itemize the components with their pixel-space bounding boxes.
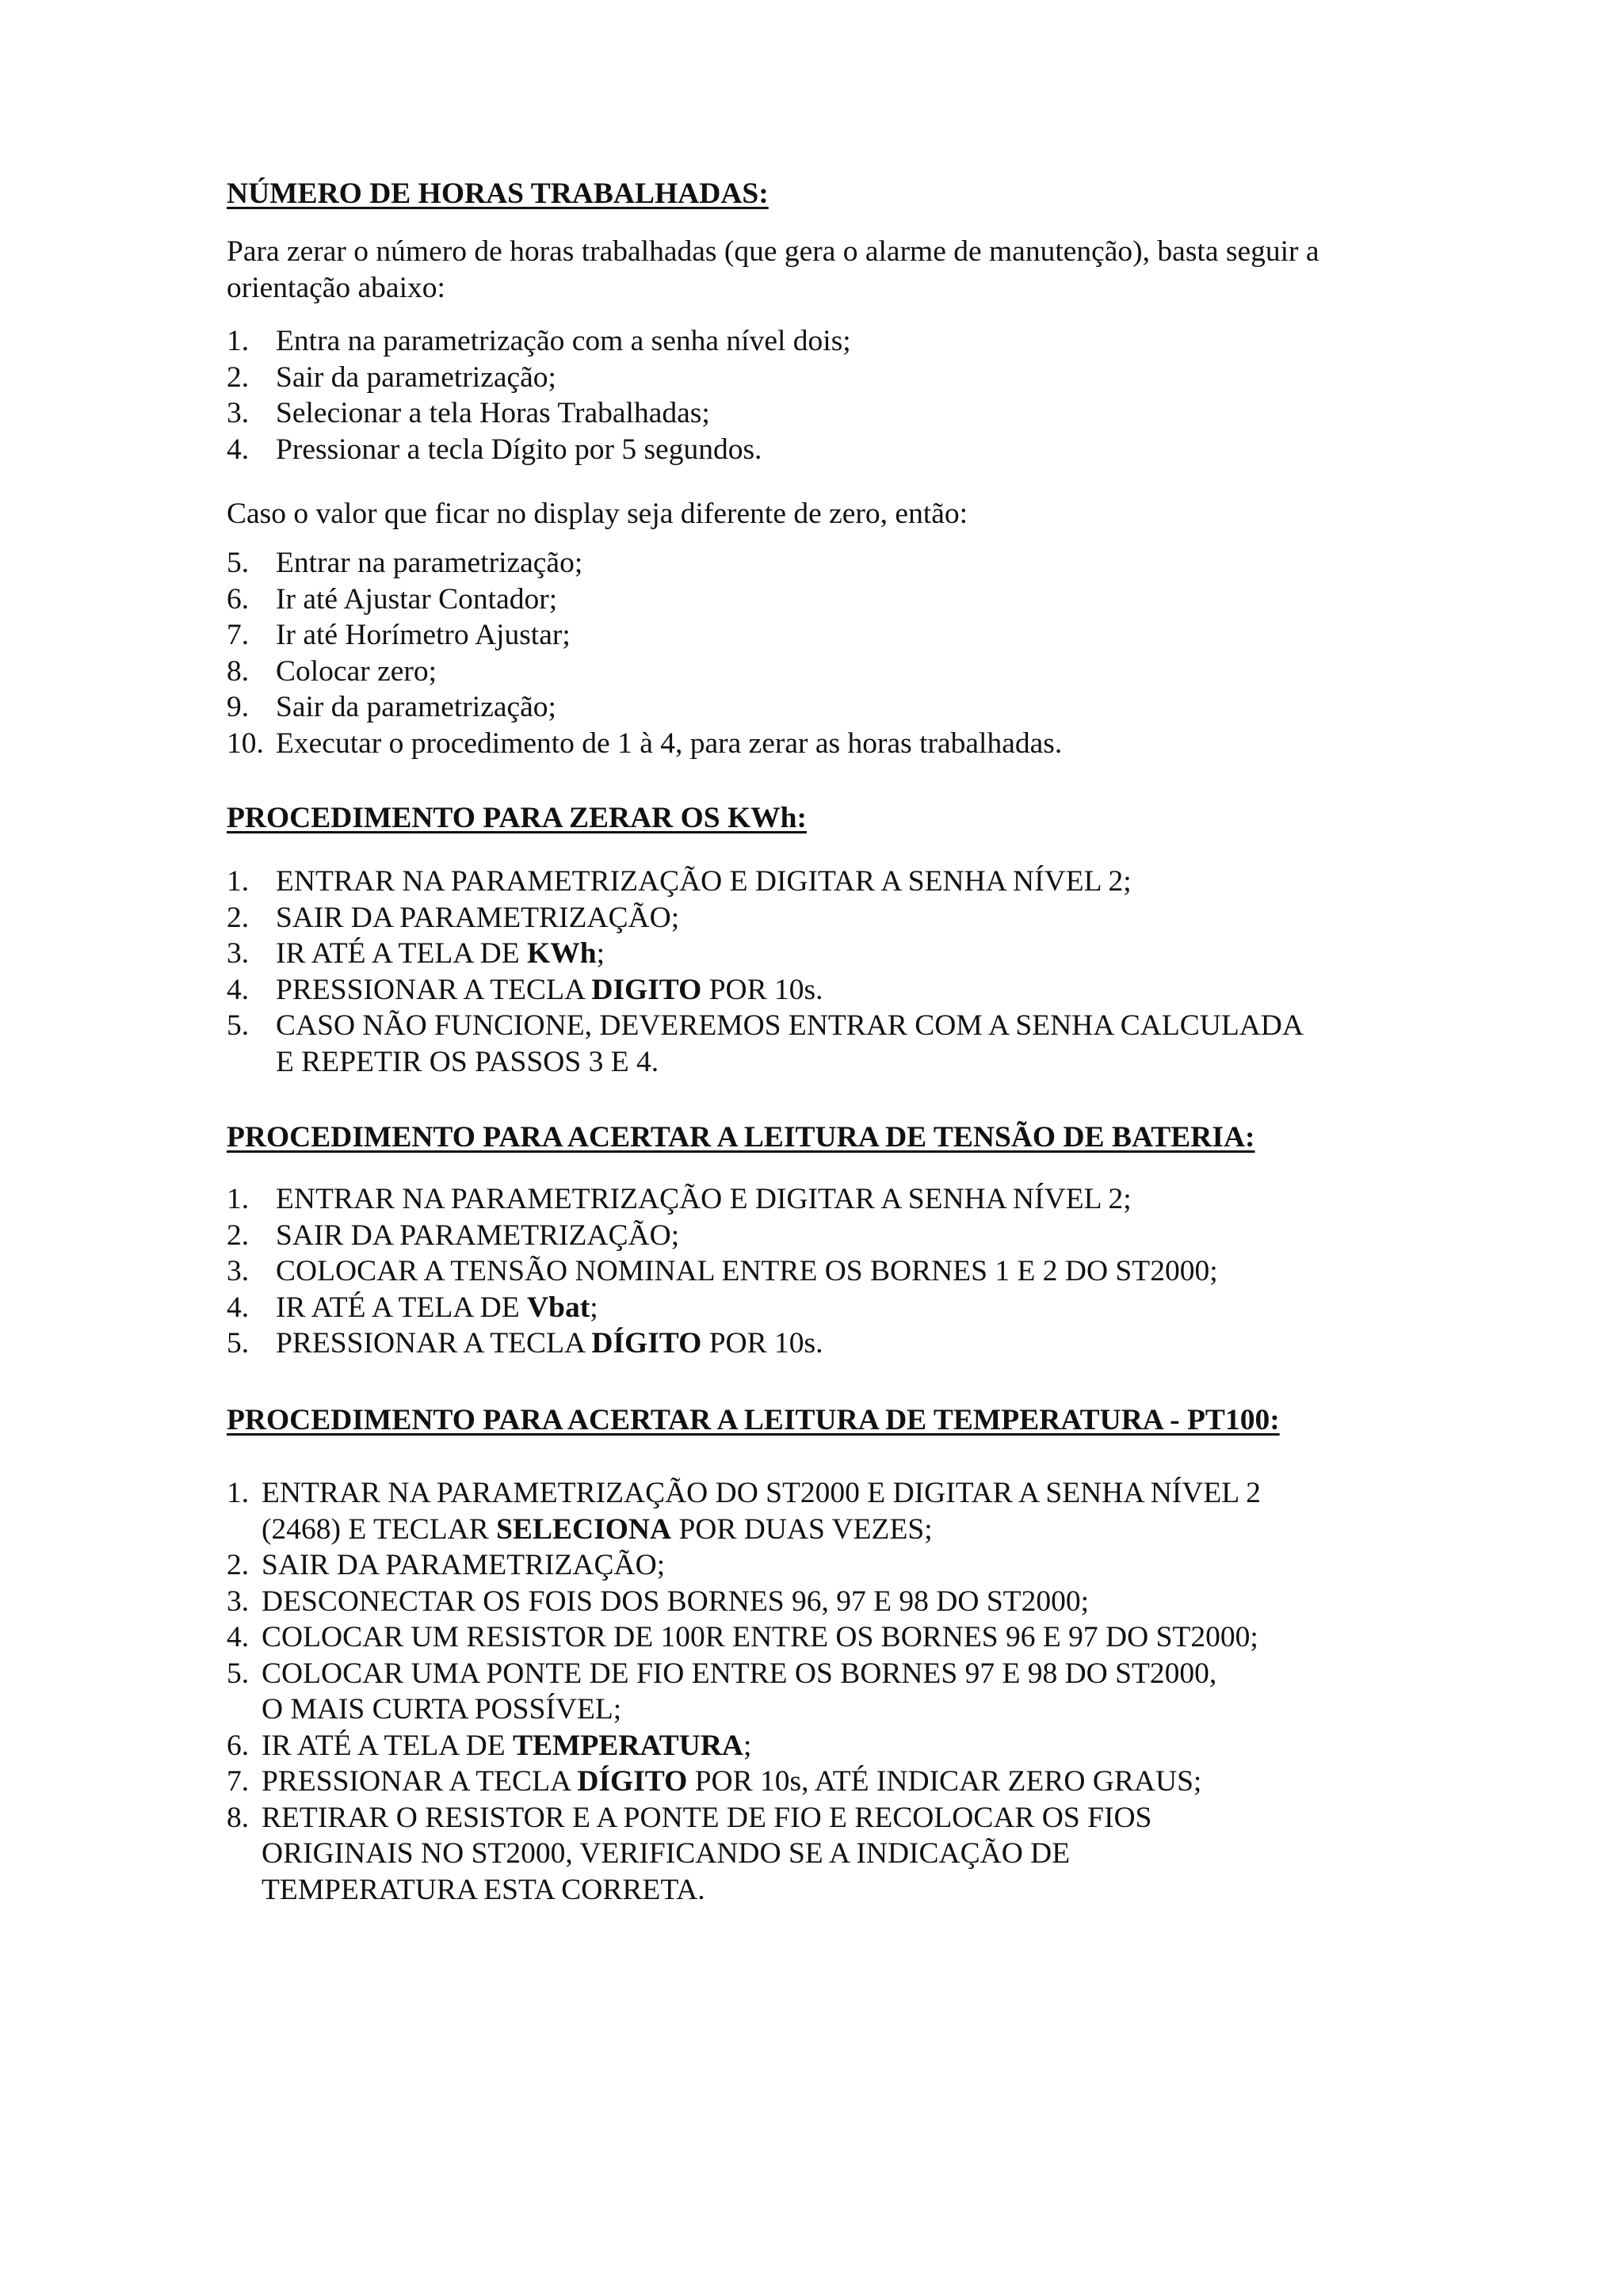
horas-steps-list-2 [227,545,1062,761]
section-title-horas: NÚMERO DE HORAS TRABALHADAS: [227,177,769,210]
intro-line-1: Para zerar o número de horas trabalhadas (que gera o alarme de manutenção), basta seguir a [227,235,1319,268]
list-item: 5. PRESSIONAR A TECLA DÍGITO POR 10s. [227,1327,823,1360]
kwh-steps-list [227,864,1304,1080]
list-item: 2. SAIR DA PARAMETRIZAÇÃO; [227,901,680,934]
list-item: 3. DESCONECTAR OS FOIS DOS BORNES 96, 97 E 98 DO ST2000; [227,1585,1089,1618]
horas-steps-list [227,323,851,467]
list-item: 3. IR ATÉ A TELA DE KWh; [227,937,605,970]
list-item: 4. IR ATÉ A TELA DE Vbat; [227,1291,598,1324]
list-item: 1. ENTRAR NA PARAMETRIZAÇÃO DO ST2000 E DIGITAR A SENHA NÍVEL 2 (2468) E TECLAR SELECIONA POR DUAS VEZES; [227,1477,1261,1546]
list-item: 9. Sair da parametrização; [227,691,556,723]
list-item: 1. ENTRAR NA PARAMETRIZAÇÃO E DIGITAR A SENHA NÍVEL 2; [227,865,1132,898]
intro-line-2: orientação abaixo: [227,271,445,304]
list-item: 8. RETIRAR O RESISTOR E A PONTE DE FIO E RECOLOCAR OS FIOS ORIGINAIS NO ST2000, VERIFICANDO SE A INDICAÇÃO DE TEMPERATURA ESTA CORRETA. [227,1801,1152,1906]
condition-paragraph: Caso o valor que ficar no display seja diferente de zero, então: [227,498,968,530]
list-item: 3. COLOCAR A TENSÃO NOMINAL ENTRE OS BORNES 1 E 2 DO ST2000; [227,1255,1218,1287]
list-item: 5. CASO NÃO FUNCIONE, DEVEREMOS ENTRAR COM A SENHA CALCULADA E REPETIR OS PASSOS 3 E 4. [227,1009,1304,1078]
list-item: 4. Pressionar a tecla Dígito por 5 segundos. [227,433,762,466]
list-item: 2. Sair da parametrização; [227,360,556,394]
list-item: 4. COLOCAR UM RESISTOR DE 100R ENTRE OS BORNES 96 E 97 DO ST2000; [227,1621,1258,1653]
list-item: 7. PRESSIONAR A TECLA DÍGITO POR 10s, ATÉ INDICAR ZERO GRAUS; [227,1765,1202,1798]
temperatura-steps-list [227,1475,1261,1908]
bateria-steps-list [227,1181,1218,1362]
list-item: 1. Entra na parametrização com a senha nível dois; [227,325,851,357]
list-item: 5. Entrar na parametrização; [227,547,583,579]
list-item: 6. Ir até Ajustar Contador; [227,582,558,616]
list-item: 6. IR ATÉ A TELA DE TEMPERATURA; [227,1729,752,1762]
list-item: 5. COLOCAR UMA PONTE DE FIO ENTRE OS BORNES 97 E 98 DO ST2000, O MAIS CURTA POSSÍVEL; [227,1657,1217,1726]
section-title-bateria: PROCEDIMENTO PARA ACERTAR A LEITURA DE TENSÃO DE BATERIA: [227,1121,1255,1154]
list-item: 7. Ir até Horímetro Ajustar; [227,619,571,651]
list-item: 2. SAIR DA PARAMETRIZAÇÃO; [227,1549,666,1581]
intro-paragraph [227,234,1319,306]
list-item: 1. ENTRAR NA PARAMETRIZAÇÃO E DIGITAR A SENHA NÍVEL 2; [227,1183,1132,1215]
list-item: 8. Colocar zero; [227,654,437,688]
list-item: 10. Executar o procedimento de 1 à 4, para zerar as horas trabalhadas. [227,727,1063,760]
list-item: 2. SAIR DA PARAMETRIZAÇÃO; [227,1219,680,1252]
section-title-kwh: PROCEDIMENTO PARA ZERAR OS KWh: [227,802,808,834]
list-item: 3. Selecionar a tela Horas Trabalhadas; [227,397,710,429]
list-item: 4. PRESSIONAR A TECLA DIGITO POR 10s. [227,973,823,1006]
section-title-temperatura: PROCEDIMENTO PARA ACERTAR A LEITURA DE TEMPERATURA - PT100: [227,1404,1280,1436]
